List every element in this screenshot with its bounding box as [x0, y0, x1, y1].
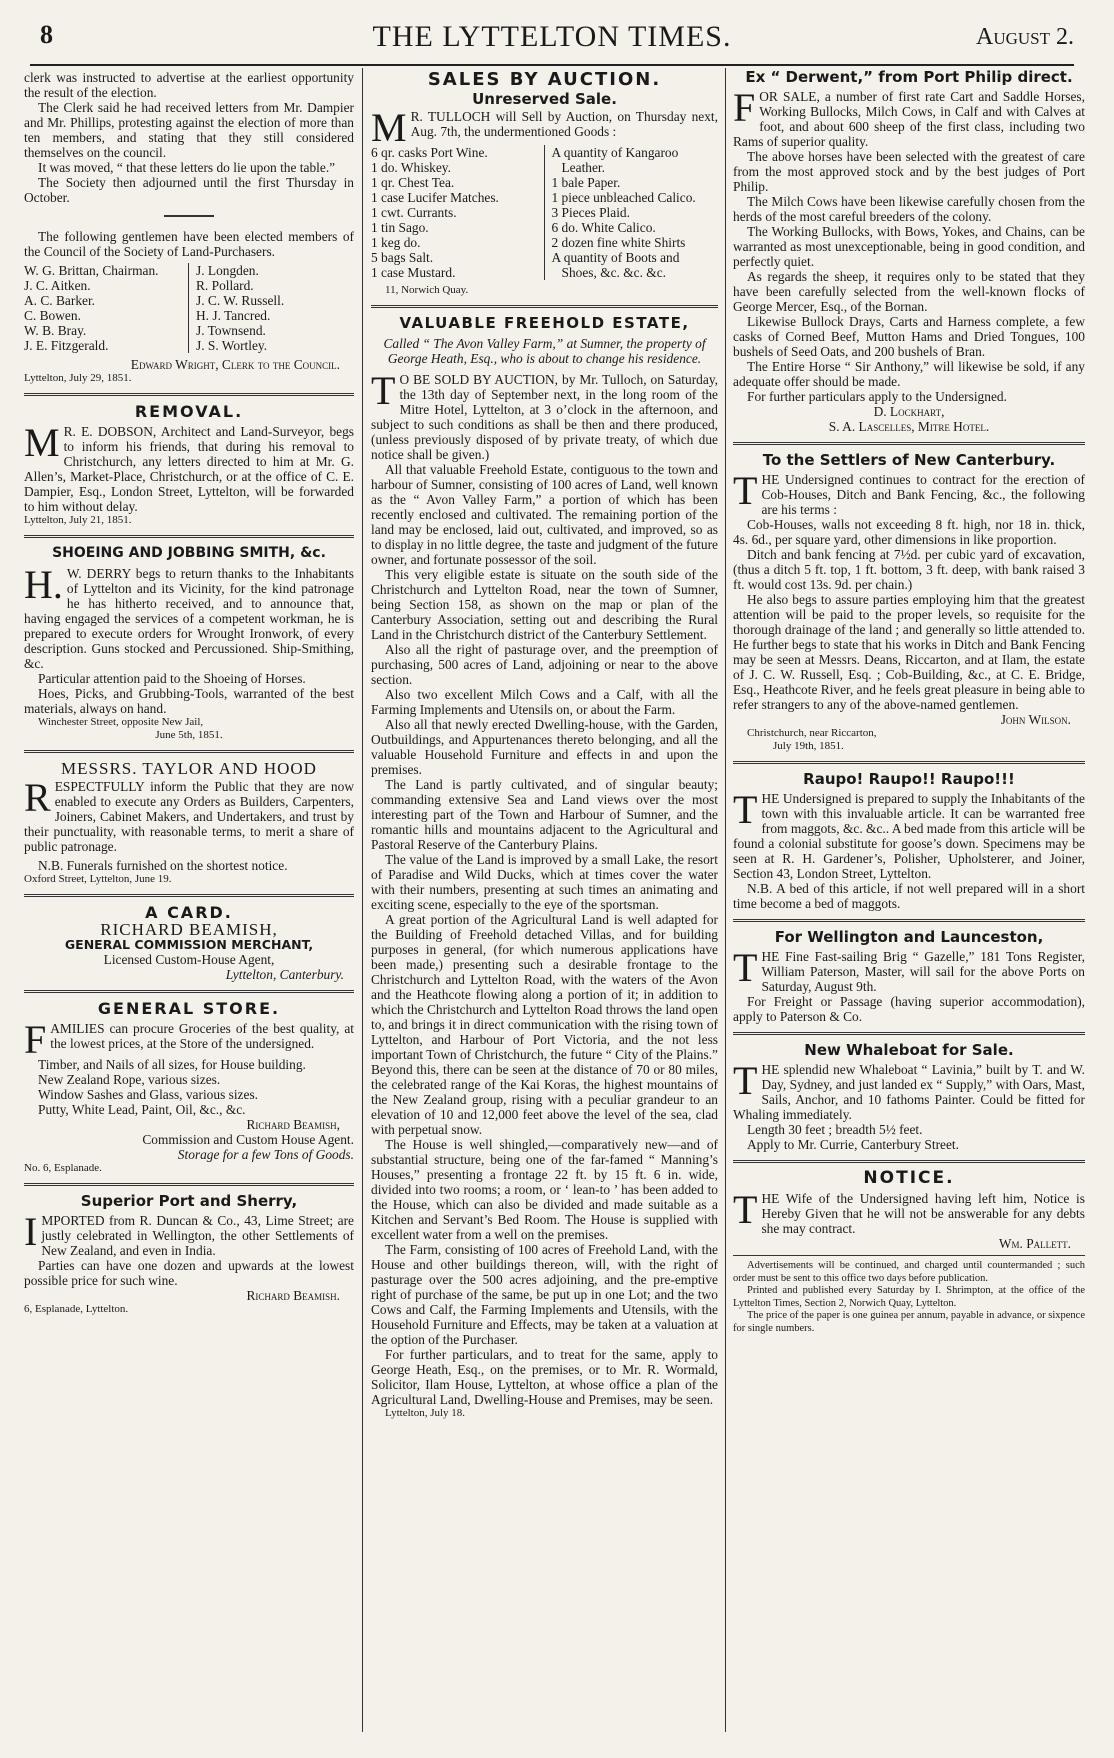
member: C. Bowen. — [24, 308, 81, 323]
council-date: Lyttelton, July 29, 1851. — [24, 372, 132, 384]
smith-date: June 5th, 1851. — [155, 729, 223, 741]
estate-p10: The House is well shingled,—comparatively new—and of substantial structure, being one of the far-famed “ Manning’s Houses,” presenting a frontage 22 ft. by 15 ft. 6 in. wide, divided into two rooms; a room, or ‘ lean-to ’ has been added to the House, which can also be divided and made suitable as a Kitchen and Servant’s Bed Room. The House is supplied with excellent water from a well on the premises. — [371, 1137, 718, 1242]
column-1 — [24, 70, 354, 1728]
goods-item: 1 cwt. Currants. — [371, 205, 457, 220]
estate-p3: This very eligible estate is situate on the south side of the Christchurch and Lyttelton Road, near the town of Sumner, being Section 158, as shown on the map or plan of the Canterbury Association, setting out and describing the Rural Land in the Christchurch district of the Canterbury Settlement. — [371, 567, 718, 642]
settlers-heading: To the Settlers of New Canterbury. — [762, 451, 1056, 469]
derwent-p7: The Entire Horse “ Sir Anthony,” will likewise be sold, if any adequate offer should be made. — [733, 359, 1085, 389]
column-3 — [733, 70, 1085, 1728]
removal-heading: REMOVAL. — [134, 402, 244, 421]
store-role: Commission and Custom House Agent. — [142, 1132, 354, 1147]
divider — [24, 535, 354, 538]
divider — [24, 393, 354, 396]
divider — [733, 1032, 1085, 1035]
short-rule — [164, 215, 214, 217]
smith-heading: SHOEING AND JOBBING SMITH, &c. — [52, 545, 326, 561]
goods-item: 1 tin Sago. — [371, 220, 429, 235]
divider — [24, 1183, 354, 1186]
taylor-nb: N.B. Funerals furnished on the shortest notice. — [38, 858, 288, 873]
wellington-heading: For Wellington and Launceston, — [774, 928, 1044, 946]
member: J. Townsend. — [196, 323, 266, 338]
imprint-ads: Advertisements will be continued, and charged until countermanded ; such order must be sent to this office two days before publication. — [733, 1260, 1085, 1284]
estate-p5: Also two excellent Milch Cows and a Calf, with all the Farming Implements and Utensils on, or about the Farm. — [371, 687, 718, 717]
estate-p2: All that valuable Freehold Estate, contiguous to the town and harbour of Sumner, consisting of 100 acres of Land, well known as the “ Avon Valley Farm,” a portion of which has been recently enclosed and cultivated. The remaining portion of the land may be enclosed, laid out, cultivated, and improved, so as to display in no little degree, the taste and judgment of the future owner, and fortunate possessor of the soil. — [371, 462, 718, 567]
council-report-p1: clerk was instructed to advertise at the earliest opportunity the result of the election. — [24, 70, 354, 100]
settlers-address: Christchurch, near Riccarton, — [747, 727, 877, 739]
auction-text: R. TULLOCH will Sell by Auction, on Thursday next, Aug. 7th, the undermentioned Goods : — [410, 109, 718, 139]
goods-item: 1 do. Whiskey. — [371, 160, 451, 175]
divider — [733, 919, 1085, 922]
store-item: Putty, White Lead, Paint, Oil, &c., &c. — [38, 1102, 246, 1117]
wellington-p1: HE Fine Fast-sailing Brig “ Gazelle,” 181 Tons Register, William Paterson, Master, will sail for the above Ports on Saturday, August 9th. — [761, 949, 1085, 994]
auction-address: 11, Norwich Quay. — [385, 284, 469, 296]
member: J. C. W. Russell. — [196, 293, 285, 308]
council-report-p3: It was moved, “ that these letters do lie upon the table.” — [38, 160, 336, 175]
council-signature: Edward Wright, Clerk to the Council. — [130, 357, 340, 372]
divider — [733, 1160, 1085, 1163]
divider — [733, 761, 1085, 764]
estate-heading: VALUABLE FREEHOLD ESTATE, — [399, 314, 690, 332]
derwent-p5: As regards the sheep, it requires only to be stated that they have been carefully selected from the well-known flocks of George Mercer, Esq., of the Bornan. — [733, 269, 1085, 314]
card-role: GENERAL COMMISSION MERCHANT, — [64, 937, 314, 952]
header-rule — [30, 64, 1074, 66]
derwent-p3: The Milch Cows have been likewise carefully chosen from the herds of the most careful breeders of the colony. — [733, 194, 1085, 224]
auction-heading: SALES BY AUCTION. — [427, 70, 662, 90]
derwent-p6: Likewise Bullock Drays, Carts and Harness complete, a few casks of Corned Beef, Mutton Hams and Dried Tongues, 100 bushels of Seed Oats, and 200 bushels of Bran. — [733, 314, 1085, 359]
settlers-date: July 19th, 1851. — [773, 740, 844, 752]
smith-address: Winchester Street, opposite New Jail, — [38, 716, 204, 728]
store-note: Storage for a few Tons of Goods. — [177, 1147, 354, 1162]
estate-p8: The value of the Land is improved by a small Lake, the resort of Paradise and Wild Ducks, which at times cover the water with their numbers, presenting at such times an animating and exciting scene, especially to the eye of the sportsman. — [371, 852, 718, 912]
wellington-p2: For Freight or Passage (having superior accommodation), apply to Paterson & Co. — [733, 994, 1085, 1024]
store-item: Timber, and Nails of all sizes, for House building. — [38, 1057, 306, 1072]
drop-cap: F — [24, 1017, 47, 1062]
goods-item: A quantity of Boots and Shoes, &c. &c. &c. — [551, 250, 680, 280]
whaleboat-p2: Length 30 feet ; breadth 5½ feet. — [747, 1122, 923, 1137]
drop-cap: R — [24, 775, 51, 820]
imprint-printer: Printed and published every Saturday by I. Shrimpton, at the office of the Lyttelton Times, Section 2, Norwich Quay, Lyttelton. — [733, 1285, 1085, 1309]
drop-cap: T — [371, 368, 396, 413]
goods-item: 1 keg do. — [371, 235, 421, 250]
taylor-text: ESPECTFULLY inform the Public that they are now enabled to execute any Orders as Builders, Carpenters, Joiners, Cabinet Makers, and Undertakers, and trust by their punctuality, with reasonable terms, to merit a share of public patronage. — [24, 779, 354, 854]
store-heading: GENERAL STORE. — [97, 999, 281, 1018]
notice-p1: HE Wife of the Undersigned having left him, Notice is Hereby Given that he will not be answerable for any debts she may contract. — [761, 1191, 1085, 1236]
member: H. J. Tancred. — [196, 308, 271, 323]
council-report-p4: The Society then adjourned until the first Thursday in October. — [24, 175, 354, 205]
member: W. B. Bray. — [24, 323, 87, 338]
estate-subheading: Called “ The Avon Valley Farm,” at Sumner, the property of George Heath, Esq., who is about to change his residence. — [383, 336, 706, 366]
derwent-p1: OR SALE, a number of first rate Cart and Saddle Horses, Working Bullocks, Milch Cows, in Calf and with Calves at foot, and about 600 sheep of the first class, including two Rams of superior quality. — [733, 89, 1085, 149]
removal-text: R. E. DOBSON, Architect and Land-Surveyor, begs to inform his friends, that during his removal to Christchurch, any letters directed to him at Mr. G. Allen’s, Market-Place, Christchurch, or at the office of C. E. Dampier, Esq., London Street, Lyttelton, will be forwarded to him without delay. — [24, 424, 354, 514]
page-header — [30, 20, 1074, 60]
member: J. S. Wortley. — [196, 338, 268, 353]
issue-date: August 2. — [975, 24, 1074, 50]
auction-goods — [371, 145, 718, 280]
notice-signature: Wm. Pallett. — [998, 1236, 1071, 1251]
smith-text: W. DERRY begs to return thanks to the Inhabitants of Lyttelton and its Vicinity, for the kind patronage he has hitherto received, and to announce that, having engaged the services of a competent workman, he is prepared to execute orders for Wrought Ironwork, of every description. Guns stocked and Percussioned. Ship-Smithing, &c. — [24, 566, 354, 671]
goods-item: 6 qr. casks Port Wine. — [371, 145, 488, 160]
card-agent: Licensed Custom-House Agent, — [103, 952, 275, 967]
drop-cap: T — [733, 945, 758, 990]
page-number: 8 — [40, 20, 53, 49]
estate-p1: O BE SOLD BY AUCTION, by Mr. Tulloch, on Saturday, the 13th day of September next, in the long room of the Mitre Hotel, Lyttelton, at 3 o’clock in the afternoon, and subject to such conditions as shall be then and there produced, (unless previously disposed of by private treaty, of which due notice shall be given.) — [371, 372, 718, 462]
estate-date: Lyttelton, July 18. — [385, 1407, 466, 1419]
whaleboat-p1: HE splendid new Whaleboat “ Lavinia,” built by T. and W. Day, Sydney, and just landed ex “ Supply,” with Oars, Mast, Sails, Anchor, and 10 fathoms Painter. Could be fitted for Whaling immediately. — [733, 1062, 1085, 1122]
imprint-price: The price of the paper is one guinea per annum, payable in advance, or sixpence for single numbers. — [733, 1310, 1085, 1334]
settlers-p3: Ditch and bank fencing at 7½d. per cubic yard of excavation, (thus a ditch 5 ft. top, 1 ft. bottom, 3 ft. deep, with bank raised 3 ft. would cost 13s. 9d. per chain.) — [733, 547, 1085, 592]
store-text: AMILIES can procure Groceries of the best quality, at the lowest prices, at the Store of the undersigned. — [50, 1021, 354, 1051]
drop-cap: I — [24, 1209, 38, 1254]
goods-item: 3 Pieces Plaid. — [551, 205, 630, 220]
whaleboat-p3: Apply to Mr. Currie, Canterbury Street. — [747, 1137, 959, 1152]
derwent-p2: The above horses have been selected with the greatest of care from the most approved stock and by the best judges of Port Philip. — [733, 149, 1085, 194]
removal-date: Lyttelton, July 21, 1851. — [24, 514, 132, 526]
store-signature: Richard Beamish, — [246, 1117, 340, 1132]
member: A. C. Barker. — [24, 293, 96, 308]
column-2 — [371, 70, 718, 1728]
derwent-p4: The Working Bullocks, with Bows, Yokes, and Chains, can be warranted as most unexceptionable, being in good condition, and perfectly quiet. — [733, 224, 1085, 269]
settlers-p2: Cob-Houses, walls not exceeding 8 ft. high, nor 18 in. thick, 4s. 6d., per square yard, other dimensions in like proportion. — [733, 517, 1085, 547]
member: J. C. Aitken. — [24, 278, 91, 293]
store-item: Window Sashes and Glass, various sizes. — [38, 1087, 259, 1102]
goods-item: 5 bags Salt. — [371, 250, 434, 265]
goods-item: 1 case Lucifer Matches. — [371, 190, 499, 205]
drop-cap: H. — [24, 562, 63, 607]
council-report-p2: The Clerk said he had received letters from Mr. Dampier and Mr. Phillips, protesting against the election of more than ten members, and stating that they still considered themselves on the council. — [24, 100, 354, 160]
taylor-heading: MESSRS. TAYLOR AND HOOD — [61, 759, 317, 778]
drop-cap: T — [733, 1187, 758, 1232]
divider — [24, 990, 354, 993]
sherry-text: MPORTED from R. Duncan & Co., 43, Lime Street; are justly celebrated in Wellington, the other Settlements of New Zealand, and even in India. — [41, 1213, 354, 1258]
sherry-signature: Richard Beamish. — [246, 1288, 340, 1303]
raupo-heading: Raupo! Raupo!! Raupo!!! — [803, 770, 1015, 788]
estate-p7: The Land is partly cultivated, and of singular beauty; commanding extensive Sea and Land views over the most interesting part of the Town and Harbour of Sumner, and the romantic hills and mountains adjacent to the Agricultural and Pastoral Reserve of the Canterbury Plains. — [371, 777, 718, 852]
estate-p6: Also all that newly erected Dwelling-house, with the Garden, Outbuildings, and Appurtenances thereto belonging, and all the valuable Household Furniture and effects in and upon the premises. — [371, 717, 718, 777]
drop-cap: T — [733, 1058, 758, 1103]
whaleboat-heading: New Whaleboat for Sale. — [804, 1041, 1014, 1059]
derwent-signature-1: D. Lockhart, — [873, 404, 945, 419]
member: J. E. Fitzgerald. — [24, 338, 109, 353]
card-heading: A CARD. — [145, 903, 233, 922]
raupo-p1: HE Undersigned is prepared to supply the Inhabitants of the town with this invaluable article. It can be warranted free from maggots, &c. &c.. A bed made from this article will be found a colonial substitute for goose’s down. Specimens may be seen at R. H. Gardener’s, Polisher, Upholsterer, and Joiner, Section 43, London Street, Lyttelton. — [733, 791, 1085, 881]
smith-p3: Hoes, Picks, and Grubbing-Tools, warranted of the best materials, always on hand. — [24, 686, 354, 716]
list-divider — [188, 263, 190, 353]
drop-cap: F — [733, 85, 756, 130]
goods-item: 1 bale Paper. — [551, 175, 621, 190]
council-members — [24, 263, 354, 353]
estate-p11: The Farm, consisting of 100 acres of Freehold Land, with the House and other buildings thereon, will, with the right of pasturage over the 500 acres adjoining, and the pre-emptive right of purchase of the same, be put up in one Lot; and the two Cows and Calf, the Farming Implements and Utensils, with the Household Furniture and Effects, may be taken at a valuation at the option of the Purchaser. — [371, 1242, 718, 1347]
divider — [24, 894, 354, 897]
divider — [733, 1255, 1085, 1256]
goods-item: 1 case Mustard. — [371, 265, 456, 280]
goods-item: 1 piece unbleached Calico. — [551, 190, 696, 205]
derwent-p8: For further particulars apply to the Undersigned. — [747, 389, 1007, 404]
goods-item: 1 qr. Chest Tea. — [371, 175, 455, 190]
card-name: RICHARD BEAMISH, — [100, 920, 278, 939]
drop-cap: T — [733, 468, 758, 513]
store-address: No. 6, Esplanade. — [24, 1162, 102, 1174]
store-item: New Zealand Rope, various sizes. — [38, 1072, 221, 1087]
member: R. Pollard. — [196, 278, 254, 293]
member: W. G. Brittan, Chairman. — [24, 263, 159, 278]
estate-p12: For further particulars, and to treat for the same, apply to George Heath, Esq., on the premises, or to Mr. R. Wormald, Solicitor, Ilam House, Lyttelton, at whose office a plan of the Agricultural Land, Dwelling-House and Premises, may be seen. — [371, 1347, 718, 1407]
council-intro: The following gentlemen have been elected members of the Council of the Society of Land-Purchasers. — [24, 229, 354, 259]
card-place: Lyttelton, Canterbury. — [225, 967, 344, 982]
drop-cap: M — [24, 420, 60, 465]
divider — [24, 750, 354, 753]
settlers-p4: He also begs to assure parties employing him that the greatest attention will be paid to the proper levels, so requisite for the thorough drainage of the land ; and generally so little attended to. He further begs to state that his works in Ditch and Bank Fencing may be seen at Messrs. Deans, Riccarton, and at Ilam, the estate of J. C. W. Russell, Esq. ; Cob-Building, &c., at C. E. Bridge, Esq., Heathcote River, and he feels great pleasure in being able to refer strangers to any of the above-named gentlemen. — [733, 592, 1085, 712]
settlers-p1: HE Undersigned continues to contract for the erection of Cob-Houses, Ditch and Bank Fencing, &c., the following are his terms : — [761, 472, 1085, 517]
list-divider — [544, 145, 546, 280]
drop-cap: M — [371, 105, 407, 150]
raupo-p2: N.B. A bed of this article, if not well prepared will in a short time become a bed of maggots. — [733, 881, 1085, 911]
member: J. Longden. — [196, 263, 259, 278]
column-rule — [725, 68, 726, 1732]
derwent-heading: Ex “ Derwent,” from Port Philip direct. — [745, 70, 1073, 86]
settlers-signature: John Wilson. — [1000, 712, 1071, 727]
divider — [733, 442, 1085, 445]
auction-subheading: Unreserved Sale. — [472, 90, 617, 108]
divider — [371, 305, 718, 308]
smith-p2: Particular attention paid to the Shoeing of Horses. — [38, 671, 306, 686]
goods-item: 2 dozen fine white Shirts — [551, 235, 686, 250]
sherry-heading: Superior Port and Sherry, — [80, 1192, 298, 1210]
goods-item: 6 do. White Calico. — [551, 220, 656, 235]
sherry-p2: Parties can have one dozen and upwards at the lowest possible price for such wine. — [24, 1258, 354, 1288]
sherry-address: 6, Esplanade, Lyttelton. — [24, 1303, 129, 1315]
derwent-signature-2: S. A. Lascelles, Mitre Hotel. — [828, 419, 990, 434]
notice-heading: NOTICE. — [863, 1168, 955, 1188]
estate-p9: A great portion of the Agricultural Land is well adapted for the Building of Freehold detached Villas, and for building purposes in general, (for which numerous applications have been made,) presenting such a desirable frontage to the Christchurch and Lyttelton Road, with the waters of the Avon and the Heathcote flowing along a portion of it; in addition to which the Christchurch and Lyttelton Road throws the land open to, and brings it in direct communication with the rising town of Lyttelton, and Harbour of Port Victoria, and the not less important Town of Christchurch, the future “ City of the Plains.” Beyond this, there can be seen at the distance of 70 or 80 miles, the celebrated range of the Kai Koras, the highest mountains of the New Zealand group, rising with a peculiar grandeur to an elevation of 10 and 12,000 feet above the level of the sea, clad with perpetual snow. — [371, 912, 718, 1137]
goods-item: A quantity of Kangaroo Leather. — [551, 145, 679, 175]
taylor-address: Oxford Street, Lyttelton, June 19. — [24, 873, 172, 885]
estate-p4: Also all the right of pasturage over, and the preemption of purchasing, 500 acres of Land, adjoining or near to the above section. — [371, 642, 718, 687]
drop-cap: T — [733, 787, 758, 832]
masthead: THE LYTTELTON TIMES. — [372, 20, 732, 53]
column-rule — [362, 68, 363, 1732]
